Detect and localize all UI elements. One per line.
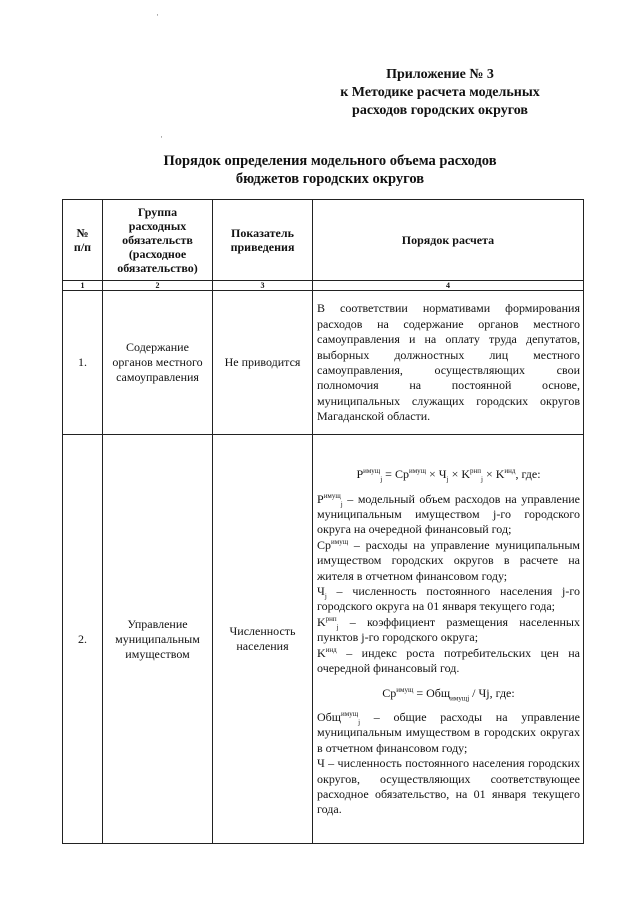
appendix-line-2: к Методике расчета модельных [340, 85, 540, 100]
column-number: 3 [213, 281, 313, 291]
row-number: 2. [63, 435, 103, 844]
definition: $K^{рнп}_j$ – коэффициент размещения населенных пунктов j-го городского округа; [317, 614, 580, 645]
scan-mark: · [156, 10, 159, 20]
column-number-row [63, 281, 584, 291]
title-line-2: бюджетов городских округов [235, 171, 425, 187]
row-description: В соответствии нормативами формирования расходов на содержание органов местного самоуправления и на оплату труда депутатов, выборных должностных лиц местного самоуправления, осуществляющих свои полномочия на постоянной основе, муниципальных служащих городских округов Магаданской области. [313, 291, 584, 435]
column-number: 1 [63, 281, 103, 291]
definition: $Ч_j$ – численность постоянного населения j-го городского округа на 01 января текущего года; [317, 584, 580, 614]
column-number: 4 [313, 281, 584, 291]
column-number: 2 [103, 281, 213, 291]
table-row [63, 435, 584, 844]
row-group: Содержание органов местного самоуправления [103, 291, 213, 435]
formula-model-volume: $P^{имущ}_j = Cp^{имущ} \times Ч_j \times K^{рнп}_j \times K^{инд}$, где: [356, 467, 541, 484]
definition: $K^{инд}$ – индекс роста потребительских цен на очередной финансовый год. [317, 645, 580, 676]
appendix-heading [300, 66, 580, 120]
row-indicator: Не приводится [213, 291, 313, 435]
calculation-table [62, 199, 584, 844]
row-indicator: Численность населения [213, 435, 313, 844]
definition: $Cp^{имущ}$ – расходы на управление муниципальным имуществом городских округов в расчете на жителя в отчетном финансовом году; [317, 537, 580, 583]
definition: Общ$^{имущ}_j$ – общие расходы на управление муниципальным имуществом в городских округах в отчетном финансовом году; [317, 709, 580, 755]
header-indicator: Показатель приведения [213, 200, 313, 281]
row-description [313, 435, 584, 844]
title-line-1: Порядок определения модельного объема расходов [163, 153, 497, 169]
appendix-line-3: расходов городских округов [352, 103, 528, 118]
row-number: 1. [63, 291, 103, 435]
definition: $P^{имущ}_j$ – модельный объем расходов на управление муниципальным имуществом j-го городского округа на очередной финансовый год; [317, 491, 580, 537]
header-procedure: Порядок расчета [313, 200, 584, 281]
document-title [60, 152, 600, 188]
definition: Ч – численность постоянного населения городских округов, осуществляющих соответствующее расходное обязательство, на 01 января текущего года. [317, 756, 580, 817]
header-number: № п/п [63, 200, 103, 281]
formula-per-capita: $Cp^{имущ} = Общ_{имущj}$ / Чj, где: [382, 685, 515, 702]
table-header-row [63, 200, 584, 281]
header-group: Группа расходных обязательств (расходное обязательство) [103, 200, 213, 281]
table-row [63, 291, 584, 435]
scan-mark: · [160, 132, 163, 142]
appendix-line-1: Приложение № 3 [386, 67, 494, 82]
row-group: Управление муниципальным имуществом [103, 435, 213, 844]
